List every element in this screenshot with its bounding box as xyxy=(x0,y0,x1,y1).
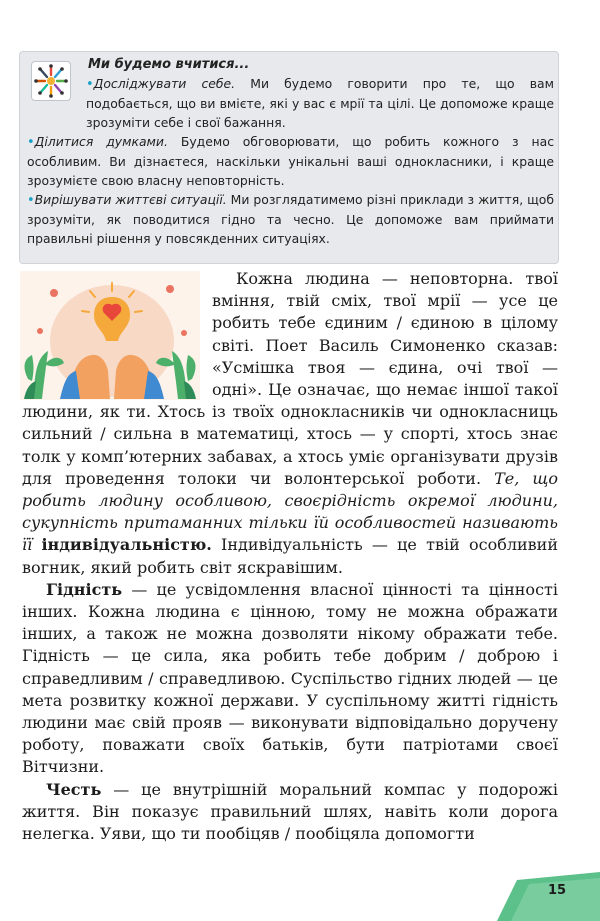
bullet-icon: • xyxy=(27,135,35,150)
list-item xyxy=(27,190,554,248)
bullet-icon: • xyxy=(86,77,94,92)
paragraph-text: — це внутрішній моральний компас у подорожі життя. Він показує правильний шлях, навіть коли дорога нелегка. Уяви, що ти пообіцяв / пообіцяла допомогти xyxy=(22,779,558,844)
item-lead: Вирішувати життєві ситуації. xyxy=(34,192,227,207)
term-dignity: Гідність xyxy=(46,579,123,599)
learning-goals-box xyxy=(19,51,559,264)
item-text: Будемо обговорювати, що робить кожного з нас особливим. Ви дізнаєтеся, наскільки унікальні ваші однокласники, і краще зрозумієте свою власну неповторність. xyxy=(27,134,555,188)
list-item xyxy=(27,132,554,190)
definition-italic: Те, що робить людину особливою, своєрідність окремої людини, сукупність притаманних тільки їй особливостей називають її xyxy=(22,468,558,555)
term-individuality: індивідуальністю. xyxy=(41,535,212,555)
infobox-title: Ми будемо вчитися... xyxy=(88,57,250,72)
paragraph-text: — це усвідомлення власної цінності та цінності інших. Кожна людина є цінною, тому не можна ображати інших, а також не можна дозволяти нікому ображати тебе. Гідність — це сила, яка робить тебе добрим / доброю і справедливим / справедливою. Суспільство гідних людей — це мета розвитку кожної держави. У суспільному житті гідність людини має свій прояв — виконувати відповідально доручену роботу, поважати своїх батьків, бути патріотами своєї Вітчизни. xyxy=(22,579,558,777)
item-text: Ми розглядатимемо різні приклади з життя, щоб зрозуміти, як поводитися гідно та чесно. Це допоможе вам приймати правильні рішення у повсякденних ситуаціях. xyxy=(27,192,554,246)
item-lead: Ділитися думками. xyxy=(34,134,168,149)
paragraph-text-end: Індивідуальність — це твій особливий вогник, який робить світ яскравішим. xyxy=(22,535,558,577)
paragraph-dignity xyxy=(22,579,558,779)
list-item xyxy=(86,74,554,132)
paragraph-honor xyxy=(22,779,558,846)
book-people-icon xyxy=(31,61,71,101)
paragraph-text: Кожна людина — неповторна. твої вміння, твій сміх, твої мрії — усе це робить тебе єдиним / єдиною в цілому світі. Поет Василь Симоненко сказав: «Усмішка твоя — єдина, очі твої — одні». Це означає, що немає іншої такої людини, як ти. Хтось із твоїх однокласників чи однокласниць сильний / сильна в математиці, хтось — у спорті, хтось знає толк у комп’ютерних забавах, а хтось уміє організувати друзів для проведення толоки чи волонтерської роботи. xyxy=(22,269,558,488)
infobox-list xyxy=(27,74,555,248)
item-text: Ми будемо говорити про те, що вам подобається, що ви вмієте, які у вас є мрії та цілі. Це допоможе краще зрозуміти себе і свої бажання. xyxy=(86,76,554,130)
item-lead: Досліджувати себе. xyxy=(93,76,236,91)
term-honor: Честь xyxy=(46,779,102,799)
page-number: 15 xyxy=(548,883,567,898)
main-text xyxy=(22,268,558,845)
bullet-icon: • xyxy=(27,193,35,208)
